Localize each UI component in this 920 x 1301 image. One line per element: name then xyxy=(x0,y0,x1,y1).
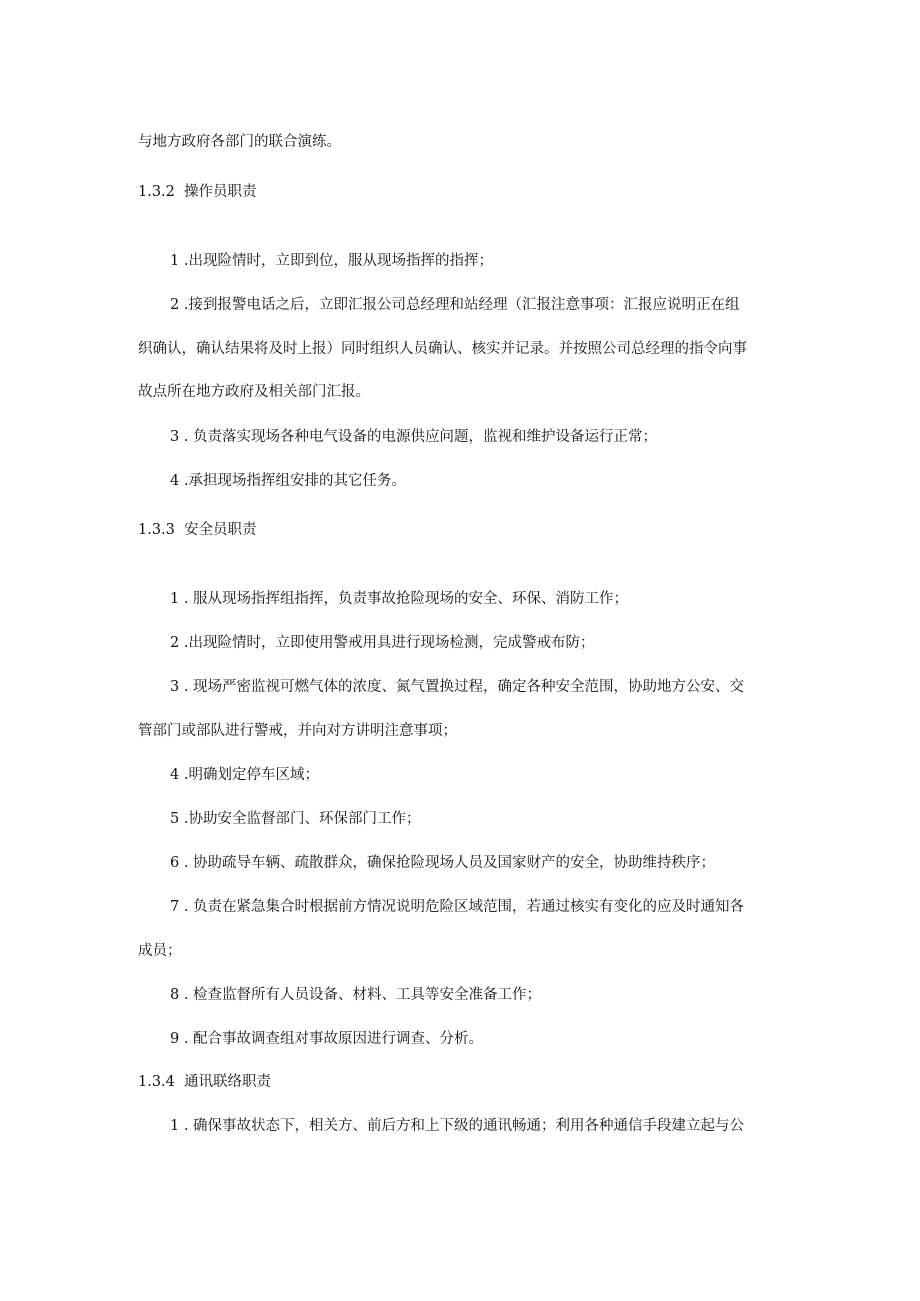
list-item: 9 . 配合事故调查组对事故原因进行调查、分析。 xyxy=(170,1031,484,1047)
list-item-continuation: 成员； xyxy=(138,943,182,959)
list-item: 1 . 服从现场指挥组指挥，负责事故抢险现场的安全、环保、消防工作； xyxy=(170,591,629,607)
list-item-continuation: 故点所在地方政府及相关部门汇报。 xyxy=(138,384,370,400)
list-item: 2 .出现险情时，立即使用警戒用具进行现场检测，完成警戒布防； xyxy=(170,635,595,651)
list-item: 4 .明确划定停车区域； xyxy=(170,767,319,783)
section-title: 通讯联络职责 xyxy=(184,1074,271,1090)
section-heading-1-3-2 xyxy=(138,183,257,201)
list-item: 7 . 负责在紧急集合时根据前方情况说明危险区域范围，若通过核实有变化的应及时通知各 xyxy=(170,899,745,915)
list-item: 6 . 协助疏导车辆、疏散群众，确保抢险现场人员及国家财产的安全，协助维持秩序； xyxy=(170,855,716,871)
section-number: 1.3.2 xyxy=(138,184,175,200)
intro-paragraph: 与地方政府各部门的联合演练。 xyxy=(138,134,341,150)
section-number: 1.3.4 xyxy=(138,1074,175,1090)
list-item: 1 .出现险情时，立即到位，服从现场指挥的指挥； xyxy=(170,253,493,269)
section-heading-1-3-3 xyxy=(138,521,257,539)
list-item-continuation: 管部门或部队进行警戒，并向对方讲明注意事项； xyxy=(138,723,457,739)
list-item: 5 .协助安全监督部门、环保部门工作； xyxy=(170,811,421,827)
list-item: 3 . 现场严密监视可燃气体的浓度、氮气置换过程，确定各种安全范围，协助地方公安、交 xyxy=(170,679,745,695)
list-item: 3 . 负责落实现场各种电气设备的电源供应问题，监视和维护设备运行正常； xyxy=(170,429,658,445)
list-item: 4 .承担现场指挥组安排的其它任务。 xyxy=(170,473,406,489)
list-item: 1 . 确保事故状态下，相关方、前后方和上下级的通讯畅通；利用各种通信手段建立起与公 xyxy=(170,1118,745,1134)
list-item: 2 .接到报警电话之后，立即汇报公司总经理和站经理（汇报注意事项：汇报应说明正在组 xyxy=(170,297,740,313)
list-item: 8 . 检查监督所有人员设备、材料、工具等安全准备工作； xyxy=(170,987,542,1003)
section-heading-1-3-4 xyxy=(138,1073,271,1091)
section-title: 操作员职责 xyxy=(184,184,257,200)
section-title: 安全员职责 xyxy=(184,522,257,538)
list-item-continuation: 织确认，确认结果将及时上报）同时组织人员确认、核实并记录。并按照公司总经理的指令向事 xyxy=(138,341,747,357)
section-number: 1.3.3 xyxy=(138,522,175,538)
